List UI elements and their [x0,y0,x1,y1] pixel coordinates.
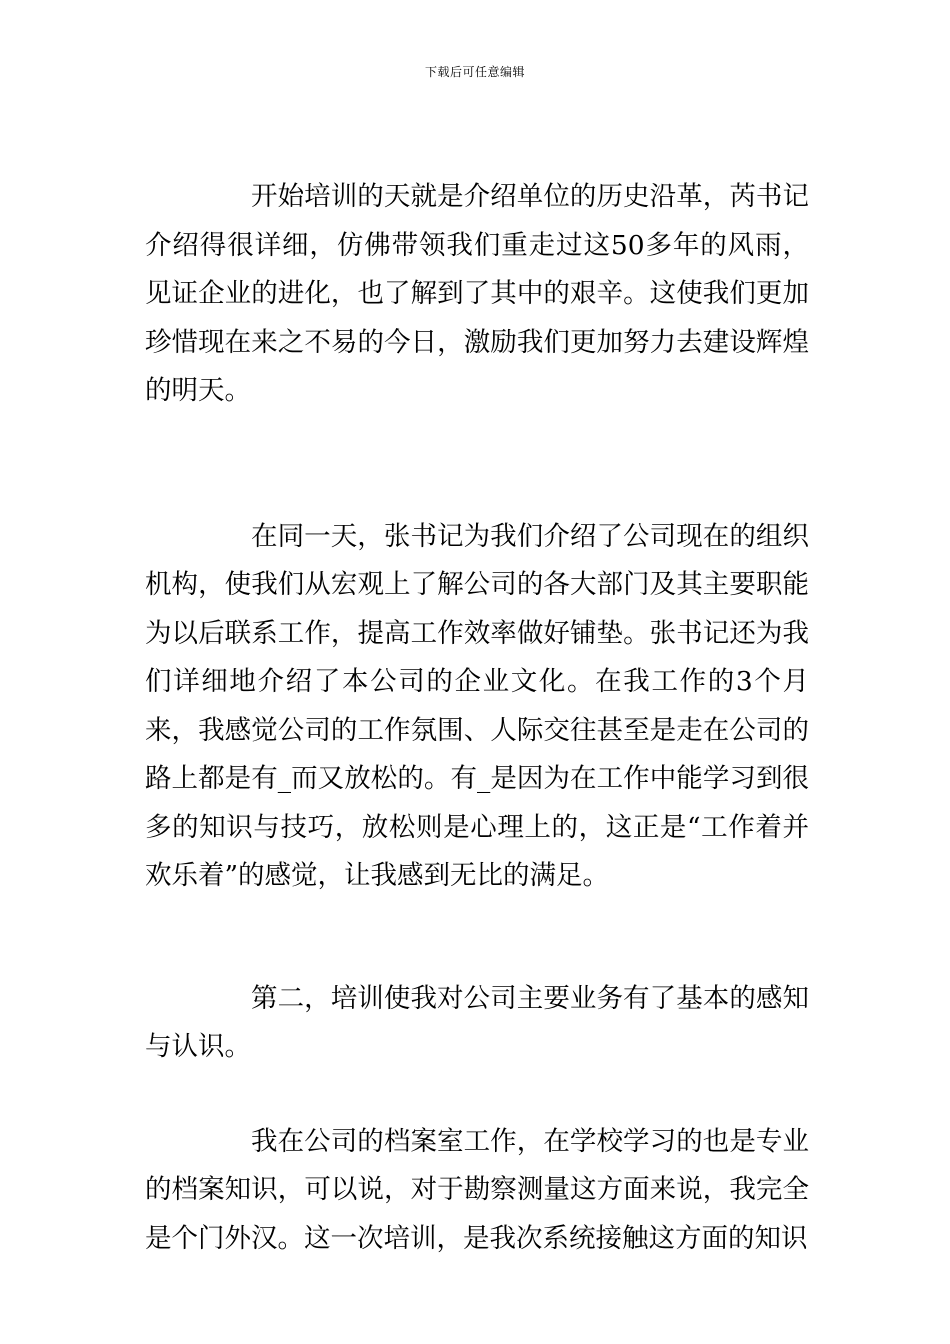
document-body [145,173,809,1263]
paragraph-history: 开始培训的天就是介绍单位的历史沿革，芮书记介绍得很详细，仿佛带领我们重走过这50多年的风雨，见证企业的进化，也了解到了其中的艰辛。这使我们更加珍惜现在来之不易的今日，激励我们更加努力去建设辉煌的明天。 [145,181,809,406]
paragraph-organization: 在同一天，张书记为我们介绍了公司现在的组织机构，使我们从宏观上了解公司的各大部门及其主要职能为以后联系工作，提高工作效率做好铺垫。张书记还为我们详细地介绍了本公司的企业文化。在我工作的3个月来，我感觉公司的工作氛围、人际交往甚至是走在公司的路上都是有_而又放松的。有_是因为在工作中能学习到很多的知识与技巧，放松则是心理上的，这正是“工作着并欢乐着”的感觉，让我感到无比的满足。 [145,520,809,891]
page-header: 下载后可任意编辑 [424,65,525,79]
paragraph-business-intro: 第二，培训使我对公司主要业务有了基本的感知与认识。 [145,982,809,1062]
paragraph-archive-work: 我在公司的档案室工作，在学校学习的也是专业的档案知识，可以说，对于勘察测量这方面来说，我完全是个门外汉。这一次培训，是我次系统接触这方面的知识 [145,1125,809,1254]
